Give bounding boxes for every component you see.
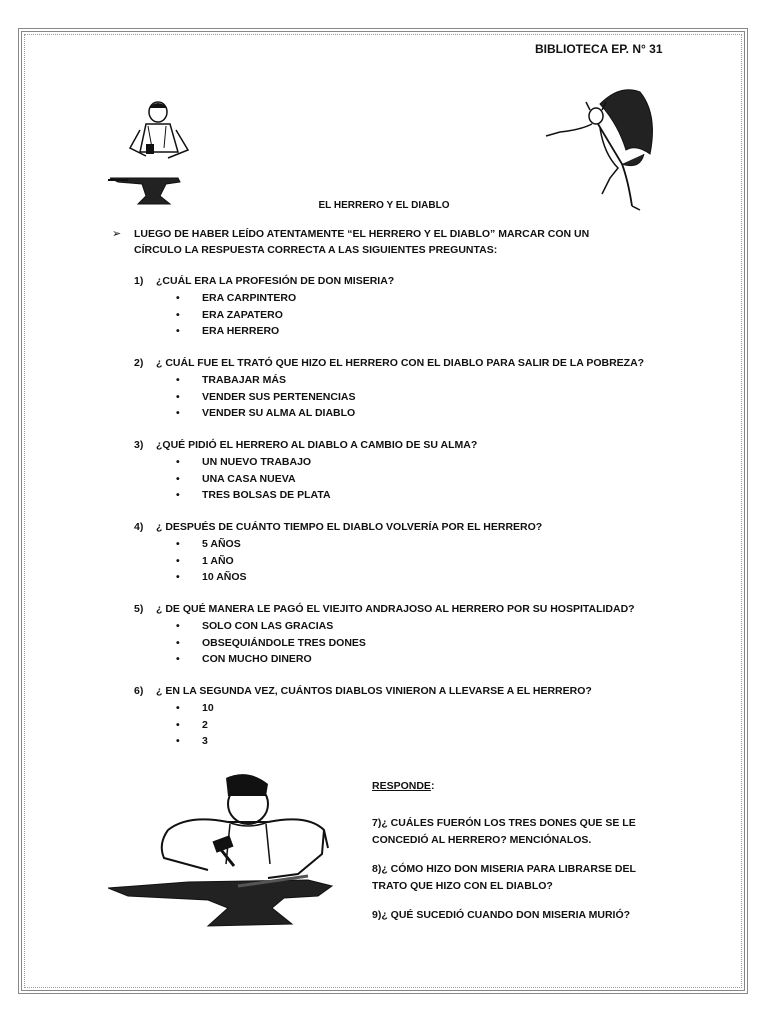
question-text: ¿ EN LA SEGUNDA VEZ, CUÁNTOS DIABLOS VINIERON A LLEVARSE A EL HERRERO? [156,685,592,697]
option-label: UN NUEVO TRABAJO [202,456,312,468]
question-text: ¿ DE QUÉ MANERA LE PAGÓ EL VIEJITO ANDRAJOSO AL HERRERO POR SU HOSPITALIDAD? [156,603,635,615]
option-label: 5 AÑOS [202,538,241,550]
bullet-icon: • [176,308,180,321]
question-text: ¿ CUÁL FUE EL TRATÓ QUE HIZO EL HERRERO CON EL DIABLO PARA SALIR DE LA POBREZA? [156,357,645,369]
question-text: ¿ DESPUÉS DE CUÁNTO TIEMPO EL DIABLO VOLVERÍA POR EL HERRERO? [156,521,543,533]
bullet-icon: • [176,390,180,403]
bullet-icon: • [176,571,180,583]
blacksmith-large-illustration [108,774,356,934]
question-text: ¿CUÁL ERA LA PROFESIÓN DE DON MISERIA? [156,275,395,287]
option-label: VENDER SUS PERTENENCIAS [202,390,356,403]
bullet-icon: • [176,620,180,632]
question-8: 8)¿ CÓMO HIZO DON MISERIA PARA LIBRARSE DEL TRATO QUE HIZO CON EL DIABLO? [372,863,636,892]
bullet-icon: • [176,407,180,419]
respond-section [372,778,662,936]
question-7: 7)¿ CUÁLES FUERÓN LOS TRES DONES QUE SE LE CONCEDIÓ AL HERRERO? MENCIÓNALOS. [372,817,636,846]
bullet-icon: • [176,653,180,665]
bullet-icon: • [176,292,180,304]
library-header: BIBLIOTECA EP. N° 31 [535,42,663,56]
option-label: 2 [202,718,208,731]
option-label: SOLO CON LAS GRACIAS [202,620,334,632]
document-title: EL HERRERO Y EL DIABLO [318,200,450,211]
question-number: 3) [134,439,144,451]
option-label: 10 AÑOS [202,571,247,583]
option-label: ERA CARPINTERO [202,292,297,304]
bullet-icon: • [176,554,180,567]
bullet-icon: • [176,702,180,714]
blacksmith-small-illustration [108,100,198,212]
bullet-icon: • [176,489,180,501]
bullet-icon: • [176,325,180,337]
instructions-text: LUEGO DE HABER LEÍDO ATENTAMENTE “EL HERRERO Y EL DIABLO” MARCAR CON UN CÍRCULO LA RESPUESTA CORRECTA A LAS SIGUIENTES PREGUNTAS: [134,228,590,256]
option-label: ERA HERRERO [202,325,280,337]
question-number: 2) [134,357,144,369]
question-number: 5) [134,603,144,615]
bullet-icon: • [176,456,180,468]
arrow-bullet-icon: ➢ [112,228,122,240]
option-label: ERA ZAPATERO [202,308,283,321]
bullet-icon: • [176,718,180,731]
bullet-icon: • [176,472,180,485]
respond-colon: : [430,780,435,792]
respond-heading: RESPONDE [372,780,431,792]
option-label: TRABAJAR MÁS [202,374,286,386]
question-text: ¿QUÉ PIDIÓ EL HERRERO AL DIABLO A CAMBIO DE SU ALMA? [156,439,478,451]
bullet-icon: • [176,735,180,747]
instructions [112,226,634,258]
option-label: CON MUCHO DINERO [202,653,312,665]
option-label: OBSEQUIÁNDOLE TRES DONES [202,636,366,649]
option-label: VENDER SU ALMA AL DIABLO [202,407,356,419]
option-label: 3 [202,735,208,747]
option-label: TRES BOLSAS DE PLATA [202,489,331,501]
question-9: 9)¿ QUÉ SUCEDIÓ CUANDO DON MISERIA MURIÓ? [372,909,631,921]
question-number: 6) [134,685,144,697]
bullet-icon: • [176,374,180,386]
question-number: 1) [134,275,144,287]
option-label: UNA CASA NUEVA [202,472,296,485]
option-label: 10 [202,702,214,714]
bullet-icon: • [176,636,180,649]
option-label: 1 AÑO [202,554,234,567]
devil-illustration [540,84,662,214]
bullet-icon: • [176,538,180,550]
question-number: 4) [134,521,144,533]
